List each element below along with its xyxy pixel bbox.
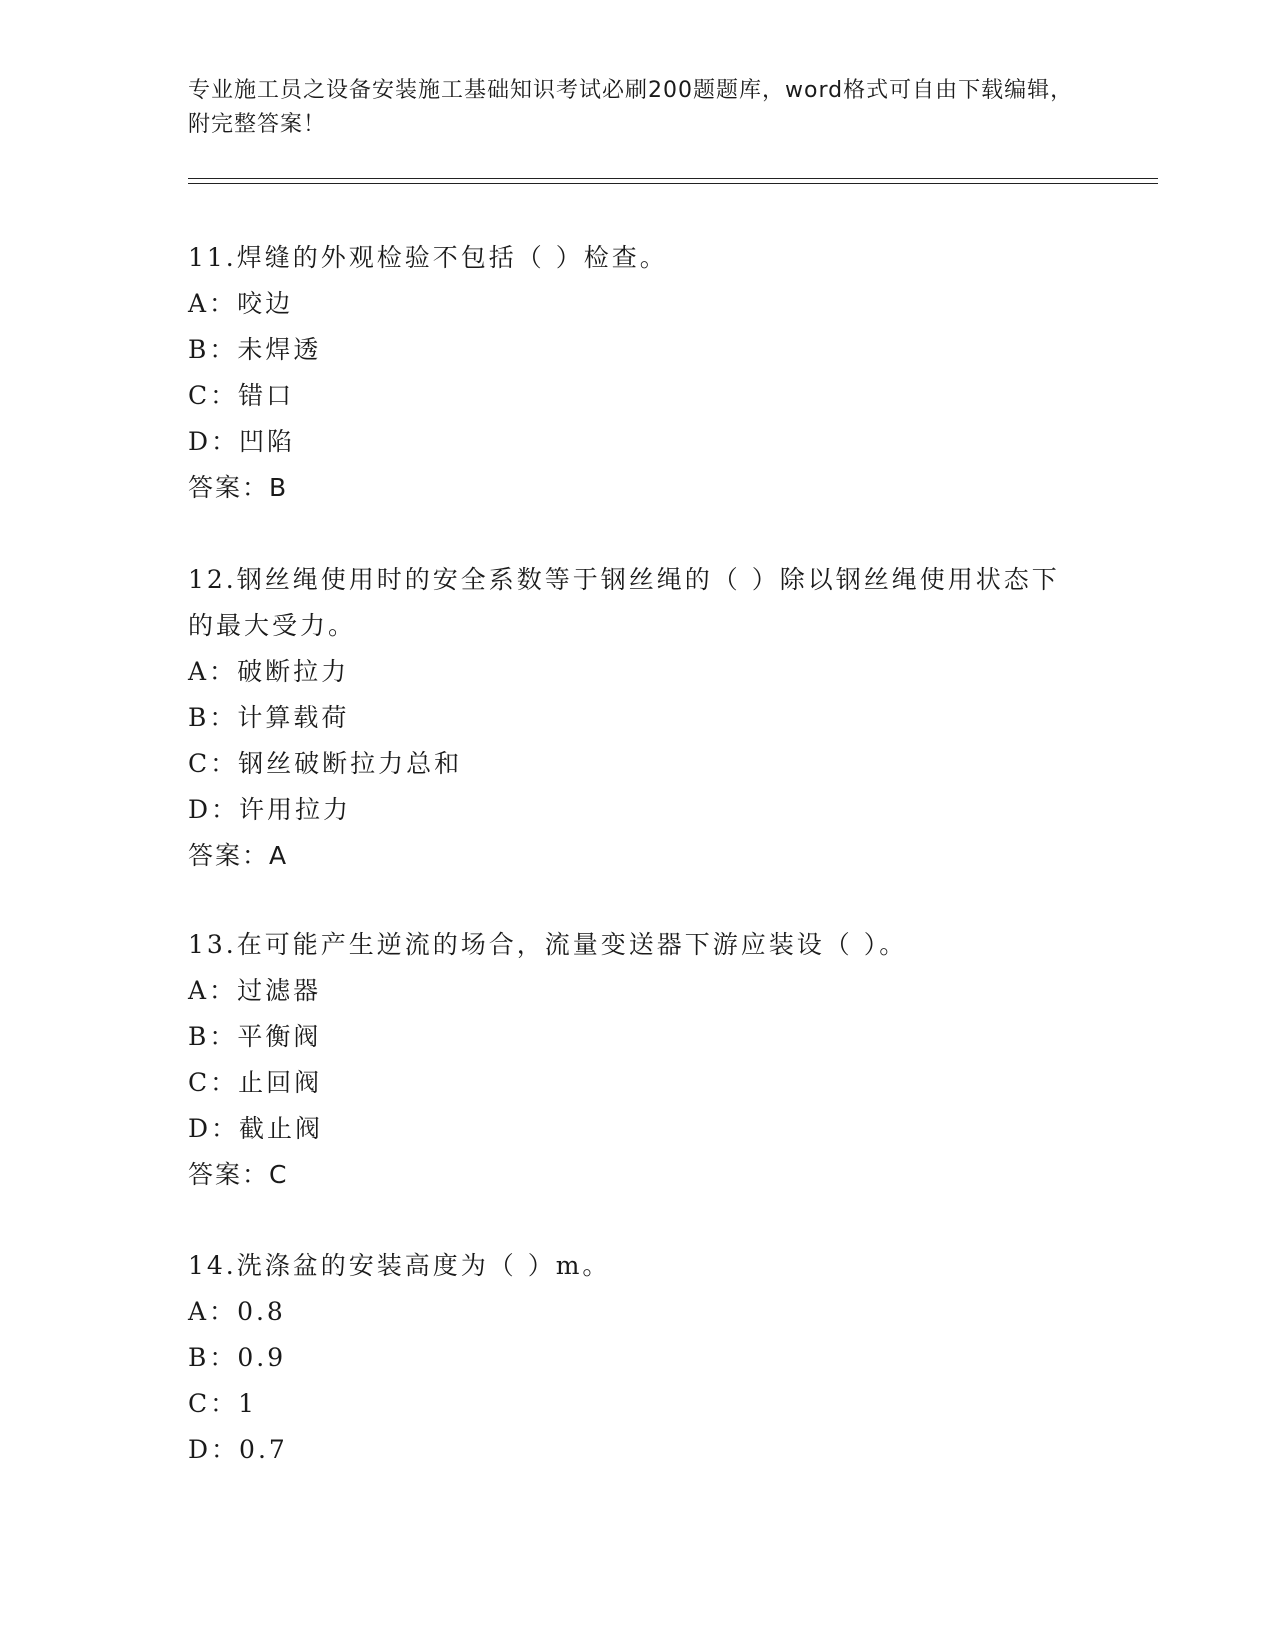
option-text: 1 xyxy=(238,1389,258,1418)
option-b xyxy=(188,327,1068,373)
option-text: 0.8 xyxy=(237,1297,286,1326)
question-12 xyxy=(188,557,1068,879)
question-stem: 11.焊缝的外观检验不包括（ ）检查。 xyxy=(188,243,668,272)
option-a xyxy=(188,1289,1068,1335)
option-letter: C： xyxy=(188,381,239,410)
option-letter: D： xyxy=(188,427,240,456)
option-b xyxy=(188,1014,1068,1060)
question-stem: 13.在可能产生逆流的场合，流量变送器下游应装设（ ）。 xyxy=(188,930,908,959)
option-d xyxy=(188,1427,1068,1473)
option-d xyxy=(188,1106,1068,1152)
option-c xyxy=(188,373,1068,419)
option-text: 未焊透 xyxy=(237,335,322,364)
option-b xyxy=(188,1335,1068,1381)
option-d xyxy=(188,419,1068,465)
option-a xyxy=(188,968,1068,1014)
option-c xyxy=(188,1060,1068,1106)
question-13 xyxy=(188,922,1068,1198)
option-c xyxy=(188,741,1068,787)
option-c xyxy=(188,1381,1068,1427)
option-d xyxy=(188,787,1068,833)
option-text: 止回阀 xyxy=(238,1068,323,1097)
option-letter: B： xyxy=(188,335,238,364)
question-14 xyxy=(188,1243,1068,1473)
option-letter: B： xyxy=(188,1343,238,1372)
option-letter: A： xyxy=(188,657,238,686)
answer-line: 答案：A xyxy=(188,841,289,870)
option-text: 凹陷 xyxy=(239,427,296,456)
option-text: 破断拉力 xyxy=(237,657,350,686)
option-text: 平衡阀 xyxy=(237,1022,322,1051)
question-11 xyxy=(188,235,1068,511)
option-text: 钢丝破断拉力总和 xyxy=(238,749,463,778)
document-header: 专业施工员之设备安装施工基础知识考试必刷200题题库，word格式可自由下载编辑，附完整答案！ xyxy=(188,78,1074,137)
option-letter: C： xyxy=(188,749,239,778)
option-letter: D： xyxy=(188,795,240,824)
option-text: 许用拉力 xyxy=(239,795,352,824)
option-text: 截止阀 xyxy=(239,1114,324,1143)
option-letter: B： xyxy=(188,703,238,732)
option-text: 过滤器 xyxy=(237,976,322,1005)
option-text: 计算载荷 xyxy=(237,703,350,732)
option-a xyxy=(188,281,1068,327)
question-stem: 14.洗涤盆的安装高度为（ ）m。 xyxy=(188,1251,611,1280)
header-divider-top xyxy=(188,178,1158,179)
option-text: 咬边 xyxy=(237,289,294,318)
option-text: 0.7 xyxy=(239,1435,288,1464)
option-letter: B： xyxy=(188,1022,238,1051)
option-letter: D： xyxy=(188,1114,240,1143)
header-divider-bottom xyxy=(188,183,1158,184)
option-letter: D： xyxy=(188,1435,240,1464)
option-letter: A： xyxy=(188,289,238,318)
question-stem: 12.钢丝绳使用时的安全系数等于钢丝绳的（ ）除以钢丝绳使用状态下的最大受力。 xyxy=(188,565,1060,640)
option-letter: C： xyxy=(188,1389,239,1418)
option-text: 0.9 xyxy=(237,1343,287,1372)
answer-line: 答案：C xyxy=(188,1160,289,1189)
answer-line: 答案：B xyxy=(188,473,289,502)
option-a xyxy=(188,649,1068,695)
option-letter: A： xyxy=(188,976,238,1005)
option-b xyxy=(188,695,1068,741)
option-text: 错口 xyxy=(238,381,295,410)
option-letter: C： xyxy=(188,1068,239,1097)
option-letter: A： xyxy=(188,1297,238,1326)
